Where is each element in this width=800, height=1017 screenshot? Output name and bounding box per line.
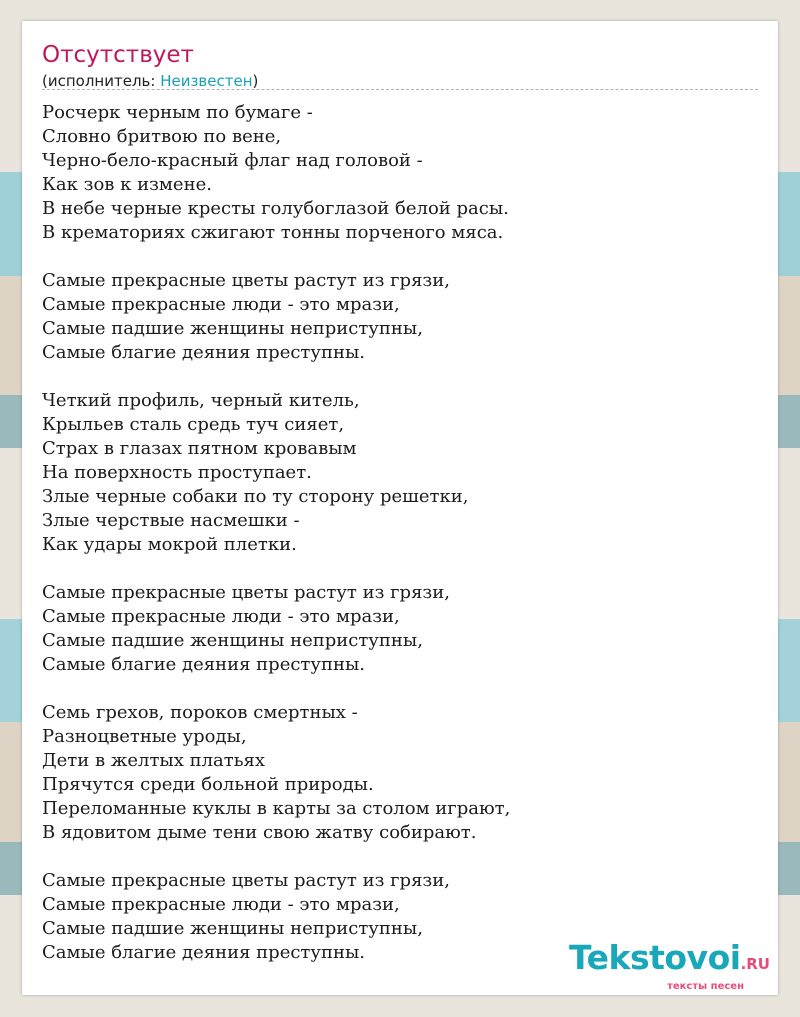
logo-tagline: тексты песен — [667, 981, 744, 992]
lyric-line: Злые черные собаки по ту сторону решетки, — [42, 486, 469, 507]
stanza-chorus-1 — [42, 269, 510, 365]
lyric-line: Самые падшие женщины неприступны, — [42, 318, 423, 339]
lyric-line: Четкий профиль, черный китель, — [42, 390, 360, 411]
artist-link[interactable]: Неизвестен — [160, 72, 253, 90]
lyric-line: Семь грехов, пороков смертных - — [42, 702, 358, 723]
lyric-line: В ядовитом дыме тени свою жатву собирают. — [42, 822, 477, 843]
song-title: Отсутствует — [42, 42, 194, 68]
lyric-line: В небе черные кресты голубоглазой белой расы. — [42, 198, 509, 219]
lyric-line: Самые благие деяния преступны. — [42, 654, 366, 675]
logo-tld: .RU — [740, 955, 770, 973]
lyric-line: В крематориях сжигают тонны порченого мяса. — [42, 222, 504, 243]
lyric-line: Разноцветные уроды, — [42, 726, 247, 747]
lyric-line: Страх в глазах пятном кровавым — [42, 438, 357, 459]
lyric-line: Переломанные куклы в карты за столом играют, — [42, 798, 511, 819]
lyric-line: Самые прекрасные цветы растут из грязи, — [42, 582, 450, 603]
lyric-line: Прячутся среди больной природы. — [42, 774, 374, 795]
stanza-verse-2 — [42, 389, 510, 557]
stanza-chorus-2 — [42, 581, 510, 677]
lyric-line: Самые благие деяния преступны. — [42, 342, 366, 363]
logo-wordmark — [569, 938, 770, 981]
lyric-line: Злые черствые насмешки - — [42, 510, 300, 531]
lyric-line: Самые прекрасные люди - это мрази, — [42, 894, 400, 915]
lyric-line: Самые прекрасные люди - это мрази, — [42, 606, 400, 627]
lyrics-body — [42, 101, 510, 989]
artist-prefix: (исполнитель: — [42, 72, 161, 90]
lyric-line: На поверхность проступает. — [42, 462, 312, 483]
lyric-line: Самые прекрасные цветы растут из грязи, — [42, 270, 450, 291]
lyric-line: Самые благие деяния преступны. — [42, 942, 366, 963]
stanza-verse-1 — [42, 101, 510, 245]
lyric-line: Самые прекрасные люди - это мрази, — [42, 294, 400, 315]
site-logo[interactable] — [569, 938, 770, 993]
lyric-line: Росчерк черным по бумаге - — [42, 102, 313, 123]
lyric-line: Самые падшие женщины неприступны, — [42, 918, 423, 939]
title-divider — [42, 89, 758, 90]
lyric-line: Как удары мокрой плетки. — [42, 534, 297, 555]
lyric-line: Самые падшие женщины неприступны, — [42, 630, 423, 651]
lyrics-card — [22, 21, 778, 995]
stanza-chorus-3 — [42, 869, 510, 965]
lyric-line: Черно-бело-красный флаг над головой - — [42, 150, 423, 171]
artist-suffix: ) — [252, 72, 259, 90]
lyric-line: Самые прекрасные цветы растут из грязи, — [42, 870, 450, 891]
lyric-line: Словно бритвою по вене, — [42, 126, 282, 147]
logo-name: Tekstovoi — [569, 938, 741, 977]
artist-byline — [42, 71, 258, 91]
lyric-line: Дети в желтых платьях — [42, 750, 266, 771]
lyric-line: Крыльев сталь средь туч сияет, — [42, 414, 345, 435]
lyric-line: Как зов к измене. — [42, 174, 212, 195]
stanza-verse-3 — [42, 701, 510, 845]
